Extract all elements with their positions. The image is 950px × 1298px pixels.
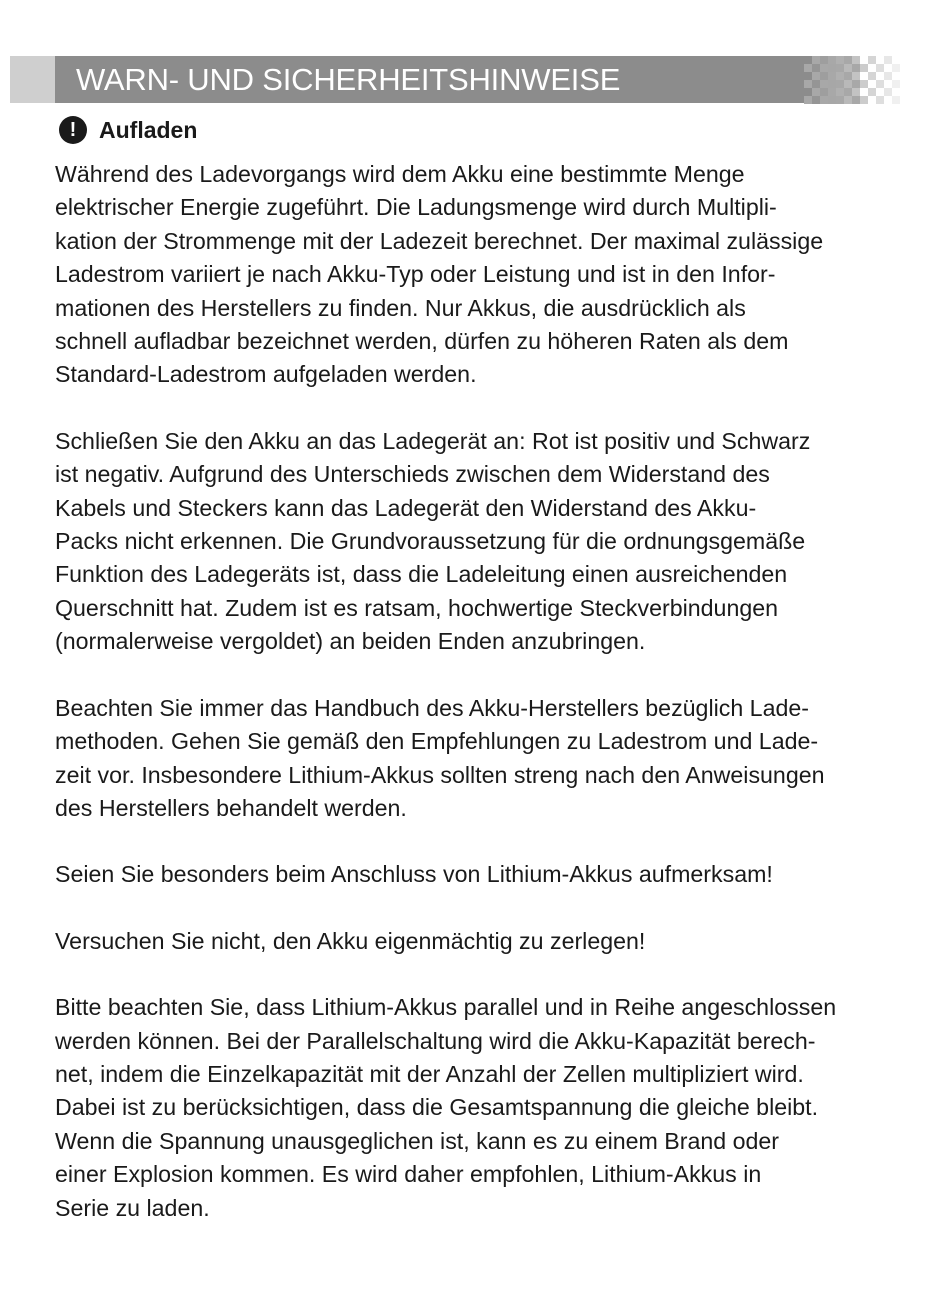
section-title: Aufladen <box>99 116 198 143</box>
text-line: Wenn die Spannung unausgeglichen ist, kann es zu einem Brand oder <box>55 1127 780 1154</box>
paragraph <box>55 692 948 826</box>
paragraph <box>55 425 948 659</box>
text-line: Ladestrom variiert je nach Akku-Typ oder Leistung und ist in den Infor- <box>55 261 776 288</box>
text-line: schnell aufladbar bezeichnet werden, dürfen zu höheren Raten als dem <box>55 328 789 355</box>
checker-square <box>860 96 868 104</box>
checker-square <box>876 64 884 72</box>
checker-square <box>804 96 812 104</box>
checker-square <box>828 88 836 96</box>
checker-square <box>820 80 828 88</box>
checker-square <box>884 56 892 64</box>
checker-square <box>876 80 884 88</box>
text-line: Während des Ladevorgangs wird dem Akku eine bestimmte Menge <box>55 161 745 187</box>
checker-square <box>884 64 892 72</box>
checker-square <box>892 80 900 88</box>
checker-square <box>884 80 892 88</box>
text-line: zeit vor. Insbesondere Lithium-Akkus sollten streng nach den Anweisungen <box>55 761 825 788</box>
paragraph <box>55 991 948 1225</box>
checker-square <box>828 96 836 104</box>
checker-square <box>852 64 860 72</box>
text-line: Seien Sie besonders beim Anschluss von Lithium-Akkus aufmerksam! <box>55 861 773 888</box>
checker-square <box>884 96 892 104</box>
checker-square <box>804 64 812 72</box>
checker-square <box>844 88 852 96</box>
checker-square <box>804 72 812 80</box>
text-line: werden können. Bei der Parallelschaltung wird die Akku-Kapazität berech- <box>55 1027 816 1054</box>
checker-square <box>852 72 860 80</box>
text-line: Dabei ist zu berücksichtigen, dass die Gesamtspannung die gleiche bleibt. <box>55 1094 819 1121</box>
checker-square <box>852 80 860 88</box>
checker-square <box>828 72 836 80</box>
checker-square <box>836 72 844 80</box>
checker-square <box>828 56 836 64</box>
checker-square <box>812 56 820 64</box>
checker-square <box>860 64 868 72</box>
checker-square <box>844 56 852 64</box>
checker-pattern-decoration <box>804 56 900 103</box>
checker-square <box>884 88 892 96</box>
text-line: Querschnitt hat. Zudem ist es ratsam, hochwertige Steckverbindungen <box>55 594 779 621</box>
checker-square <box>852 56 860 64</box>
text-line: elektrischer Energie zugeführt. Die Ladungsmenge wird durch Multipli- <box>55 194 777 221</box>
checker-square <box>836 56 844 64</box>
text-line: des Herstellers behandelt werden. <box>55 794 407 821</box>
checker-square <box>820 72 828 80</box>
checker-square <box>892 64 900 72</box>
checker-square <box>852 96 860 104</box>
checker-square <box>860 56 868 64</box>
checker-square <box>820 64 828 72</box>
checker-square <box>868 88 876 96</box>
checker-square <box>860 88 868 96</box>
checker-square <box>844 80 852 88</box>
checker-square <box>812 64 820 72</box>
checker-square <box>836 96 844 104</box>
checker-square <box>892 56 900 64</box>
checker-square <box>812 96 820 104</box>
checker-square <box>868 96 876 104</box>
checker-square <box>812 88 820 96</box>
header-accent-block <box>10 56 55 103</box>
paragraph <box>55 925 948 958</box>
checker-square <box>876 56 884 64</box>
text-line: Beachten Sie immer das Handbuch des Akku-Herstellers bezüglich Lade- <box>55 694 809 721</box>
text-line: (normalerweise vergoldet) an beiden Enden anzubringen. <box>55 628 646 655</box>
checker-square <box>828 64 836 72</box>
text-line: einer Explosion kommen. Es wird daher empfohlen, Lithium-Akkus in <box>55 1161 762 1188</box>
paragraph <box>55 158 948 392</box>
checker-square <box>804 56 812 64</box>
checker-square <box>812 72 820 80</box>
checker-square <box>844 72 852 80</box>
checker-square <box>844 96 852 104</box>
checker-square <box>884 72 892 80</box>
text-line: kation der Strommenge mit der Ladezeit berechnet. Der maximal zulässige <box>55 227 824 254</box>
checker-square <box>876 96 884 104</box>
checker-square <box>860 80 868 88</box>
checker-square <box>852 88 860 96</box>
checker-square <box>836 88 844 96</box>
checker-square <box>820 96 828 104</box>
text-line: net, indem die Einzelkapazität mit der Anzahl der Zellen multipliziert wird. <box>55 1060 804 1087</box>
checker-square <box>892 96 900 104</box>
exclamation-circle-icon: ! <box>59 116 87 144</box>
checker-square <box>820 56 828 64</box>
text-line: Serie zu laden. <box>55 1194 210 1221</box>
checker-square <box>868 80 876 88</box>
checker-square <box>892 72 900 80</box>
body-text <box>55 158 948 1258</box>
checker-square <box>804 80 812 88</box>
checker-square <box>876 72 884 80</box>
checker-square <box>828 80 836 88</box>
checker-square <box>836 80 844 88</box>
checker-square <box>860 72 868 80</box>
text-line: Schließen Sie den Akku an das Ladegerät an: Rot ist positiv und Schwarz <box>55 427 811 454</box>
checker-square <box>812 80 820 88</box>
section-header-bar <box>10 56 900 103</box>
checker-square <box>844 64 852 72</box>
checker-square <box>836 64 844 72</box>
text-line: methoden. Gehen Sie gemäß den Empfehlungen zu Ladestrom und Lade- <box>55 728 819 755</box>
checker-square <box>892 88 900 96</box>
checker-square <box>868 56 876 64</box>
text-line: mationen des Herstellers zu finden. Nur Akkus, die ausdrücklich als <box>55 294 746 321</box>
text-line: Bitte beachten Sie, dass Lithium-Akkus parallel und in Reihe angeschlossen <box>55 994 837 1021</box>
checker-square <box>804 88 812 96</box>
paragraph <box>55 858 948 891</box>
text-line: Standard-Ladestrom aufgeladen werden. <box>55 361 477 388</box>
text-line: ist negativ. Aufgrund des Unterschieds zwischen dem Widerstand des <box>55 461 770 488</box>
text-line: Kabels und Steckers kann das Ladegerät den Widerstand des Akku- <box>55 494 757 521</box>
checker-square <box>868 64 876 72</box>
text-line: Funktion des Ladegeräts ist, dass die Ladeleitung einen ausreichenden <box>55 561 788 588</box>
section-heading <box>59 115 197 145</box>
text-line: Versuchen Sie nicht, den Akku eigenmächtig zu zerlegen! <box>55 927 646 954</box>
checker-square <box>820 88 828 96</box>
checker-square <box>868 72 876 80</box>
checker-square <box>876 88 884 96</box>
text-line: Packs nicht erkennen. Die Grundvoraussetzung für die ordnungsgemäße <box>55 528 806 555</box>
page-title: WARN- UND SICHERHEITSHINWEISE <box>76 62 621 97</box>
